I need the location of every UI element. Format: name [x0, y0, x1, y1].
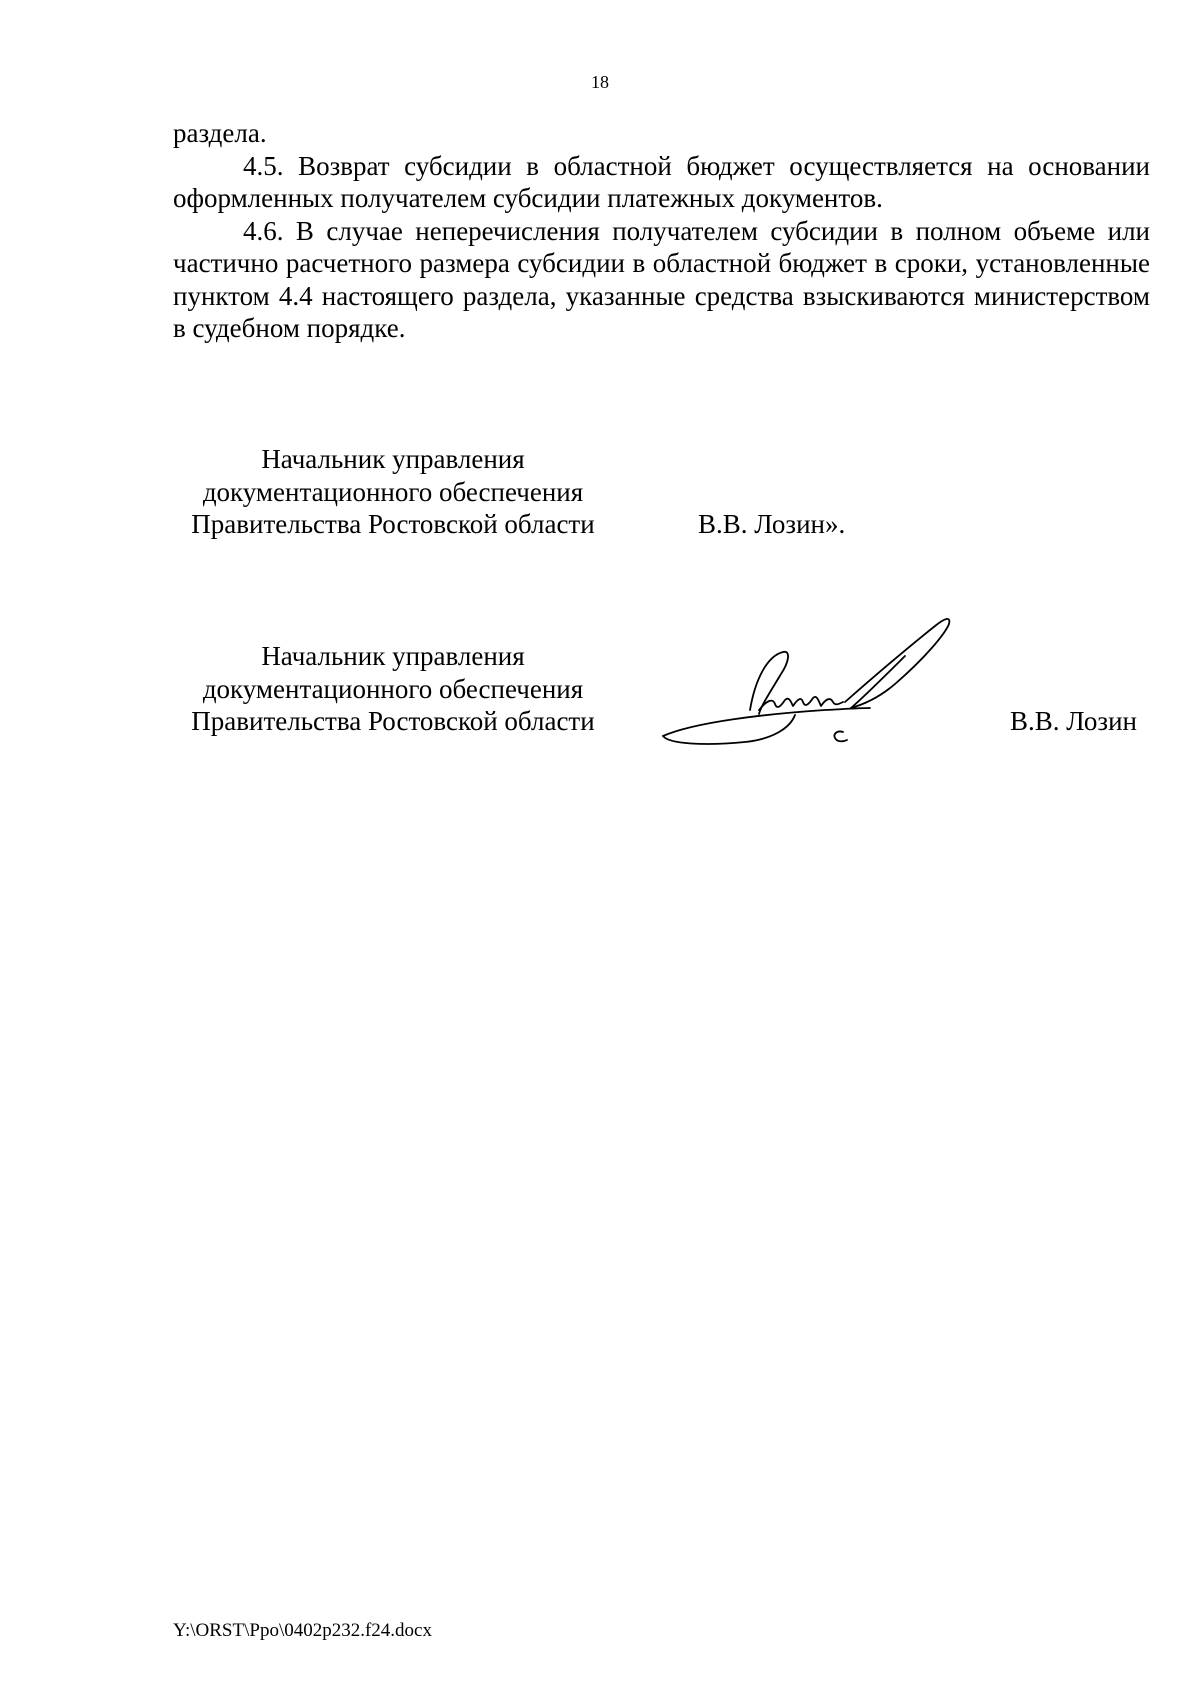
handwritten-signature: [655, 610, 985, 760]
position-line: документационного обеспечения: [202, 476, 584, 507]
signatory-name-2: В.В. Лозин: [1010, 706, 1137, 736]
body-text: [173, 117, 1150, 345]
position-line: документационного обеспечения: [202, 673, 584, 704]
paragraph-4-6: 4.6. В случае неперечисления получателем субсидии в полном объеме или частично расчетного размера субсидии в областной бюджет в сроки, установленные пунктом 4.4 настоящего раздела, указанные средства взыскиваются министерством в судебном порядке.: [173, 215, 1150, 343]
position-line: Начальник управления: [261, 641, 525, 671]
page-number: 18: [591, 72, 609, 92]
position-line: Правительства Ростовской области: [191, 509, 595, 539]
paragraph-continuation: раздела.: [173, 118, 267, 148]
signatory-name-1: В.В. Лозин».: [698, 509, 846, 539]
position-line: Начальник управления: [261, 444, 525, 474]
position-line: Правительства Ростовской области: [191, 706, 595, 736]
signatory-position-2: [173, 640, 613, 738]
file-path-footer: Y:\ORST\Ppo\0402p232.f24.docx: [173, 1620, 432, 1641]
paragraph-4-5: 4.5. Возврат субсидии в областной бюджет осуществляется на основании оформленных получателем субсидии платежных документов.: [173, 150, 1150, 213]
signatory-position-1: [173, 443, 613, 541]
